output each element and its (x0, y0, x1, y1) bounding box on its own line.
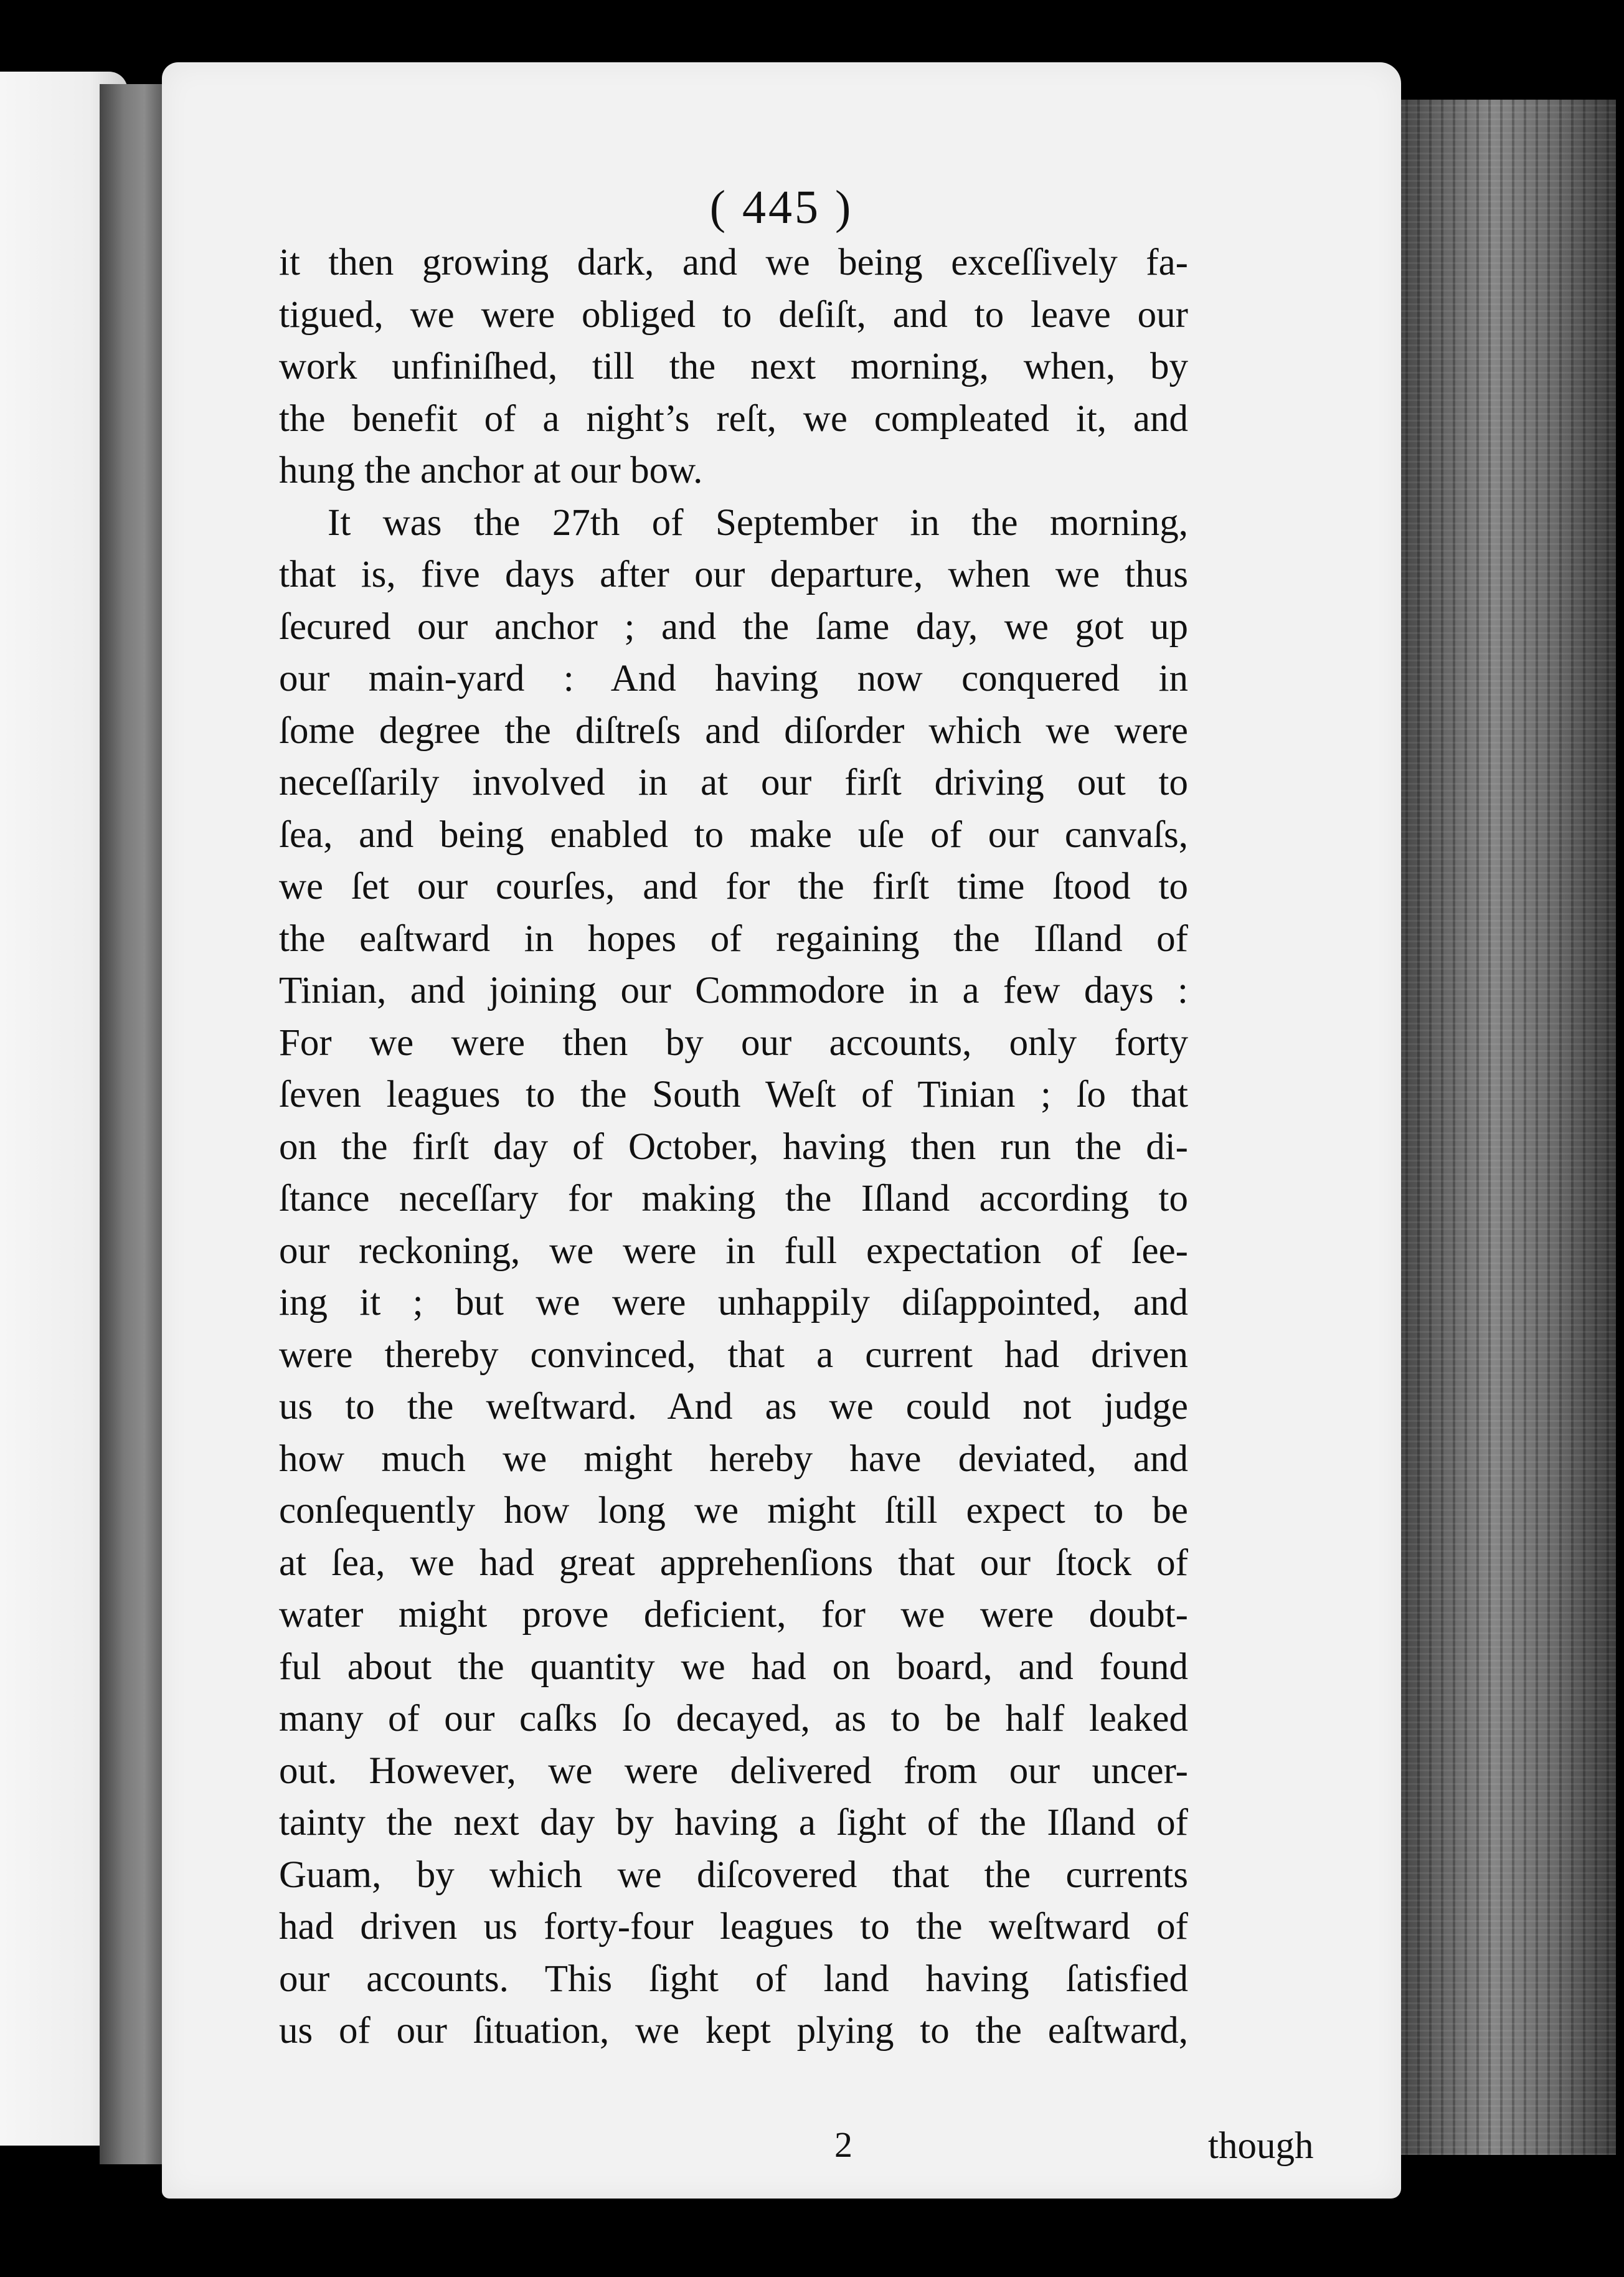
text-line: on the firſt day of October, having then run the di- (279, 1125, 1188, 1168)
text-line: out. However, we were delivered from our uncer- (279, 1749, 1188, 1792)
paragraph-first-line: It was the 27th of September in the morning, (328, 501, 1188, 544)
text-line: how much we might hereby have deviated, and (279, 1437, 1188, 1480)
page-number: ( 445 ) (709, 181, 854, 234)
text-line: conſequently how long we might ſtill expect to be (279, 1490, 1188, 1531)
text-line: that is, five days after our departure, when we thus (279, 554, 1188, 595)
text-line: ſea, and being enabled to make uſe of our canvaſs, (279, 813, 1188, 856)
text-line: us of our ſituation, we kept plying to the eaſtward, (279, 2010, 1188, 2052)
text-line: For we were then by our accounts, only forty (279, 1021, 1188, 1064)
text-line: ſtance neceſſary for making the Iſland according to (279, 1178, 1188, 1219)
text-line: hung the anchor at our bow. (279, 450, 703, 491)
signature-mark: 2 (834, 2124, 852, 2165)
text-line: tigued, we were obliged to deſiſt, and to leave our (279, 293, 1188, 336)
text-line: Guam, by which we diſcovered that the currents (279, 1853, 1188, 1896)
text-line: tainty the next day by having a ſight of the Iſland of (279, 1802, 1188, 1844)
text-line: Tinian, and joining our Commodore in a few days : (279, 970, 1188, 1011)
text-line: many of our caſks ſo decayed, as to be half leaked (279, 1698, 1188, 1740)
page-stack-edge (1370, 100, 1616, 2155)
body-text (279, 237, 1188, 2057)
text-line: had driven us forty-four leagues to the weſtward of (279, 1906, 1188, 1948)
text-line: neceſſarily involved in at our firſt driving out to (279, 762, 1188, 803)
text-line: us to the weſtward. And as we could not judge (279, 1386, 1188, 1427)
text-line: ful about the quantity we had on board, and found (279, 1645, 1188, 1688)
catchword: though (1208, 2125, 1314, 2167)
text-line: the eaſtward in hopes of regaining the Iſland of (279, 917, 1188, 960)
text-line: ſeven leagues to the South Weſt of Tinian ; ſo that (279, 1074, 1188, 1115)
text-line: were thereby convinced, that a current had driven (279, 1333, 1188, 1376)
text-line: we ſet our courſes, and for the firſt time ſtood to (279, 866, 1188, 907)
text-line: it then growing dark, and we being exceſſively fa- (279, 242, 1188, 283)
text-line: ſome degree the diſtreſs and diſorder which we were (279, 709, 1188, 752)
text-line: our reckoning, we were in full expectation of ſee- (279, 1229, 1188, 1272)
text-line: work unfiniſhed, till the next morning, when, by (279, 346, 1188, 387)
text-line: ſecured our anchor ; and the ſame day, we got up (279, 605, 1188, 648)
text-line: our accounts. This ſight of land having ſatisfied (279, 1957, 1188, 2000)
text-line: our main-yard : And having now conquered in (279, 658, 1188, 699)
text-line: at ſea, we had great apprehenſions that our ſtock of (279, 1541, 1188, 1584)
text-line: water might prove deficient, for we were doubt- (279, 1594, 1188, 1636)
text-line: ing it ; but we were unhappily diſappointed, and (279, 1282, 1188, 1323)
text-line: the benefit of a night’s reſt, we compleated it, and (279, 397, 1188, 440)
